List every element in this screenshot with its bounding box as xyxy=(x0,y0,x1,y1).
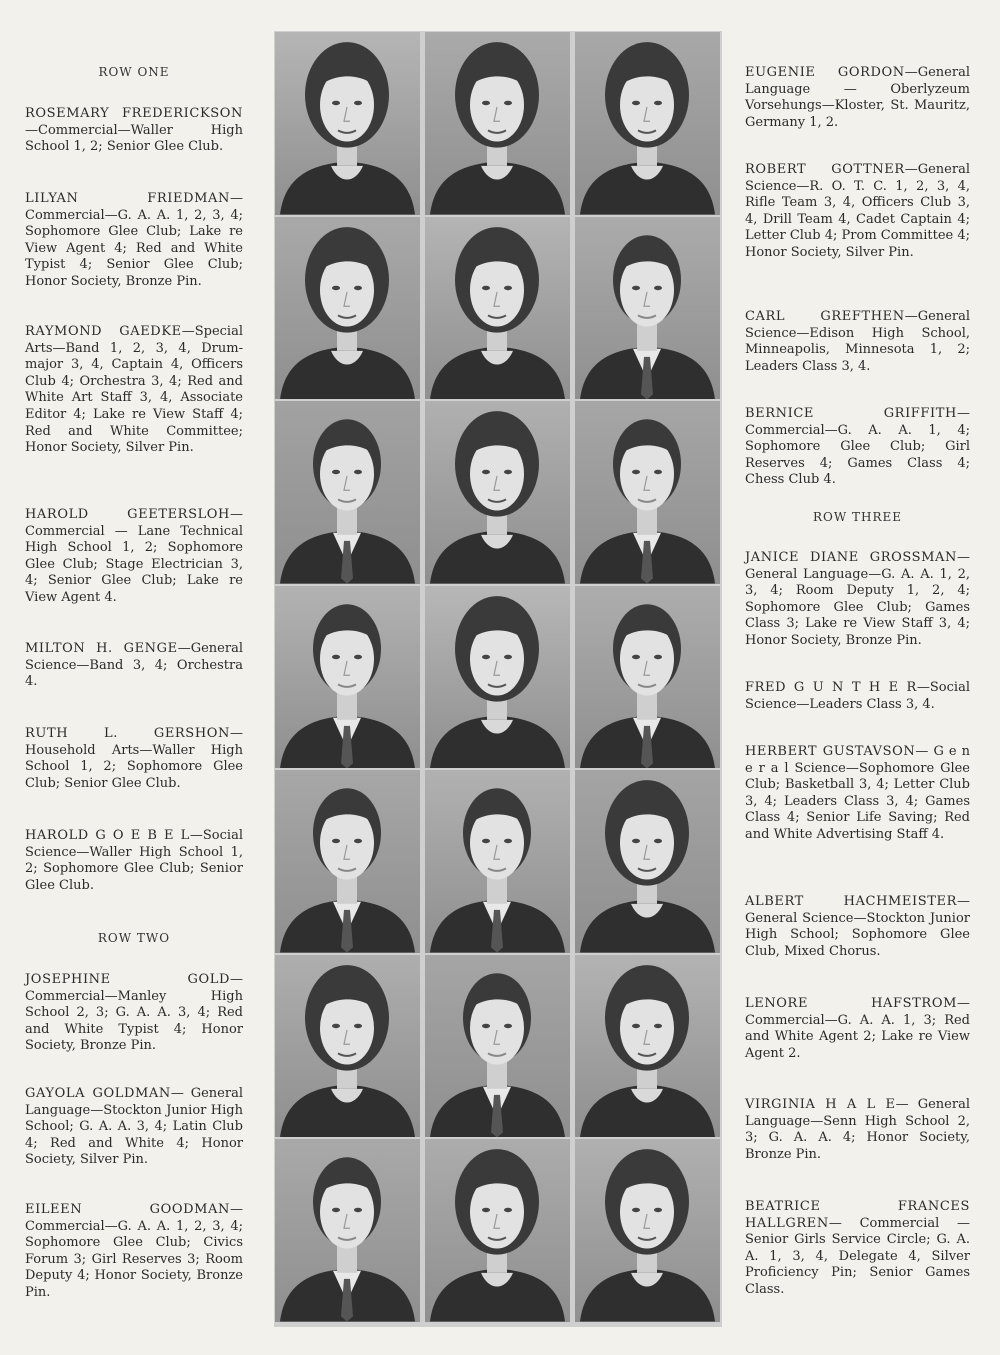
bio-entry xyxy=(745,894,970,960)
bio-text: — General Science—Stockton Junior High School; Sophomore Glee Club, Mixed Chorus. xyxy=(745,894,970,959)
bio-text: —General Science—Band 3, 4; Orchestra 4. xyxy=(25,641,243,690)
portrait-silhouette xyxy=(275,1139,420,1322)
bio-entry xyxy=(25,1202,243,1302)
portrait-silhouette xyxy=(575,770,720,953)
portrait-photo xyxy=(575,955,720,1138)
portrait-silhouette xyxy=(575,586,720,769)
bio-name: ROBERT GOTTNER xyxy=(745,162,905,177)
bio-entry xyxy=(25,972,243,1055)
portrait-photo xyxy=(275,217,420,400)
portrait-photo xyxy=(575,770,720,953)
portrait-silhouette xyxy=(425,1139,570,1322)
bio-text: —Commercial—Manley High School 2, 3; G. A. A. 3, 4; Red and White Typist 4; Honor Society, Bronze Pin. xyxy=(25,972,243,1054)
bio-name: LENORE HAFSTROM xyxy=(745,996,957,1011)
bio-name: EILEEN GOODMAN xyxy=(25,1202,230,1217)
bio-text: — G e n e r a l Science—Sophomore Glee Club; Basketball 3, 4; Letter Club 3, 4; Leaders Class 3, 4; Games Class 4; Senior Life Saving; Red and White Advertising Staff 4. xyxy=(745,744,970,842)
bio-name: JANICE DIANE GROSSMAN xyxy=(745,550,957,565)
portrait-silhouette xyxy=(575,955,720,1138)
bio-entry xyxy=(745,744,970,844)
portrait-silhouette xyxy=(575,401,720,584)
bio-name: HAROLD GEETERSLOH xyxy=(25,507,230,522)
portrait-photo xyxy=(575,586,720,769)
portrait-photo xyxy=(575,401,720,584)
bio-text: —General Science—R. O. T. C. 1, 2, 3, 4, Rifle Team 3, 4, Officers Club 3, 4, Drill Team 4, Cadet Captain 4; Letter Club 4; Prom Committee 4; Honor Society, Silver Pin. xyxy=(745,162,970,260)
portrait-photo xyxy=(275,401,420,584)
bio-entry xyxy=(745,65,970,131)
portrait-silhouette xyxy=(575,32,720,215)
bio-text: —Social Science—Leaders Class 3, 4. xyxy=(745,680,970,712)
portrait-photo xyxy=(425,770,570,953)
bio-name: LILYAN FRIEDMAN xyxy=(25,191,230,206)
portrait-silhouette xyxy=(425,32,570,215)
portrait-silhouette xyxy=(425,217,570,400)
bio-entry xyxy=(745,550,970,650)
bio-text: —Special Arts—Band 1, 2, 3, 4, Drum-major 3, 4, Captain 4, Officers Club 4; Orchestra 3, 4; Red and White Art Staff 3, 4, Associate Editor 4; Lake re View Staff 4; Red and White Committee; Honor Society, Silver Pin. xyxy=(25,324,243,456)
bio-text: —General Science—Edison High School, Minneapolis, Minnesota 1, 2; Leaders Class 3, 4. xyxy=(745,309,970,374)
bio-entry xyxy=(25,324,243,457)
bio-name: EUGENIE GORDON xyxy=(745,65,905,80)
bio-entry xyxy=(25,828,243,894)
bio-name: BERNICE GRIFFITH xyxy=(745,406,957,421)
bio-text: —Household Arts—Waller High School 1, 2; Sophomore Glee Club; Senior Glee Club. xyxy=(25,726,243,791)
bio-entry xyxy=(745,162,970,262)
portrait-photo xyxy=(275,770,420,953)
portrait-photo xyxy=(575,217,720,400)
bio-name: GAYOLA GOLDMAN xyxy=(25,1086,171,1101)
portrait-photo xyxy=(575,32,720,215)
bio-entry xyxy=(25,507,243,607)
bio-text: — Commercial—G. A. A. 1, 4; Sophomore Glee Club; Girl Reserves 4; Games Class 4; Chess Club 4. xyxy=(745,406,970,488)
portrait-silhouette xyxy=(275,586,420,769)
bio-name: CARL GREFTHEN xyxy=(745,309,905,324)
bio-text: —Social Science—Waller High School 1, 2; Sophomore Glee Club; Senior Glee Club. xyxy=(25,828,243,893)
portrait-photo xyxy=(425,1139,570,1322)
portrait-silhouette xyxy=(275,770,420,953)
bio-text: — Commercial—G. A. A. 1, 2, 3, 4; Sophomore Glee Club; Lake re View Agent 4; Red and White Typist 4; Senior Glee Club; Honor Society, Bronze Pin. xyxy=(25,191,243,289)
bio-entry xyxy=(745,680,970,713)
bio-name: JOSEPHINE GOLD xyxy=(25,972,230,987)
bio-name: HERBERT GUSTAVSON xyxy=(745,744,916,759)
portrait-silhouette xyxy=(275,32,420,215)
bio-text: —Commercial—Waller High School 1, 2; Senior Glee Club. xyxy=(25,122,243,155)
bio-entry xyxy=(25,106,243,156)
portrait-silhouette xyxy=(275,217,420,400)
portrait-photo xyxy=(275,955,420,1138)
portrait-photo xyxy=(275,586,420,769)
bio-entry xyxy=(745,1199,970,1299)
portrait-silhouette xyxy=(425,770,570,953)
bio-name: RAYMOND GAEDKE xyxy=(25,324,182,339)
bio-entry xyxy=(25,1086,243,1169)
bio-text: —General Language — Oberlyzeum Vorsehungs—Kloster, St. Mauritz, Germany 1, 2. xyxy=(745,65,970,130)
bio-text: — Commercial — Senior Girls Service Circle; G. A. A. 1, 3, 4, Delegate 4, Silver Proficiency Pin; Senior Games Class. xyxy=(745,1215,970,1297)
bio-name: BEATRICE FRANCES HALLGREN xyxy=(745,1199,970,1231)
bio-name: HAROLD G O E B E L xyxy=(25,828,190,843)
bio-name: MILTON H. GENGE xyxy=(25,641,178,656)
portrait-silhouette xyxy=(275,401,420,584)
portrait-photo xyxy=(425,217,570,400)
bio-name: ALBERT HACHMEISTER xyxy=(745,894,957,909)
bio-text: — General Language—Stockton Junior High School; G. A. A. 3, 4; Latin Club 4; Red and White 4; Honor Society, Silver Pin. xyxy=(25,1086,243,1168)
bio-name: ROSEMARY FREDERICKSON xyxy=(25,106,243,121)
portrait-photo xyxy=(425,955,570,1138)
portrait-silhouette xyxy=(425,401,570,584)
portrait-silhouette xyxy=(575,217,720,400)
portrait-grid xyxy=(274,31,722,1327)
bio-entry xyxy=(25,726,243,792)
portrait-photo xyxy=(425,401,570,584)
bio-name: FRED G U N T H E R xyxy=(745,680,917,695)
bio-entry xyxy=(25,191,243,291)
row-two-heading: ROW TWO xyxy=(97,931,171,945)
row-one-heading: ROW ONE xyxy=(98,65,170,79)
portrait-silhouette xyxy=(425,586,570,769)
bio-name: RUTH L. GERSHON xyxy=(25,726,230,741)
portrait-photo xyxy=(275,1139,420,1322)
bio-entry xyxy=(745,309,970,375)
row-three-heading: ROW THREE xyxy=(812,510,903,524)
bio-text: — Commercial — Lane Technical High School 1, 2; Sophomore Glee Club; Stage Electrician 3, 4; Senior Glee Club; Lake re View Agent 4. xyxy=(25,507,243,605)
portrait-silhouette xyxy=(575,1139,720,1322)
bio-text: — General Language—Senn High School 2, 3; G. A. A. 4; Honor Society, Bronze Pin. xyxy=(745,1097,970,1162)
bio-name: VIRGINIA H A L E xyxy=(745,1097,896,1112)
portrait-silhouette xyxy=(275,955,420,1138)
bio-entry xyxy=(745,1097,970,1163)
bio-entry xyxy=(745,996,970,1062)
portrait-photo xyxy=(425,32,570,215)
portrait-photo xyxy=(275,32,420,215)
bio-text: — Commercial—G. A. A. 1, 2, 3, 4; Sophomore Glee Club; Civics Forum 3; Girl Reserves 3; Room Deputy 4; Honor Society, Bronze Pin. xyxy=(25,1202,243,1300)
portrait-silhouette xyxy=(425,955,570,1138)
bio-entry xyxy=(745,406,970,489)
portrait-photo xyxy=(425,586,570,769)
bio-entry xyxy=(25,641,243,691)
bio-text: —Commercial—G. A. A. 1, 3; Red and White Agent 2; Lake re View Agent 2. xyxy=(745,996,970,1061)
bio-text: —General Language—G. A. A. 1, 2, 3, 4; Room Deputy 1, 2, 4; Sophomore Glee Club; Games Class 3; Lake re View Staff 3, 4; Honor Society, Bronze Pin. xyxy=(745,550,970,648)
portrait-photo xyxy=(575,1139,720,1322)
